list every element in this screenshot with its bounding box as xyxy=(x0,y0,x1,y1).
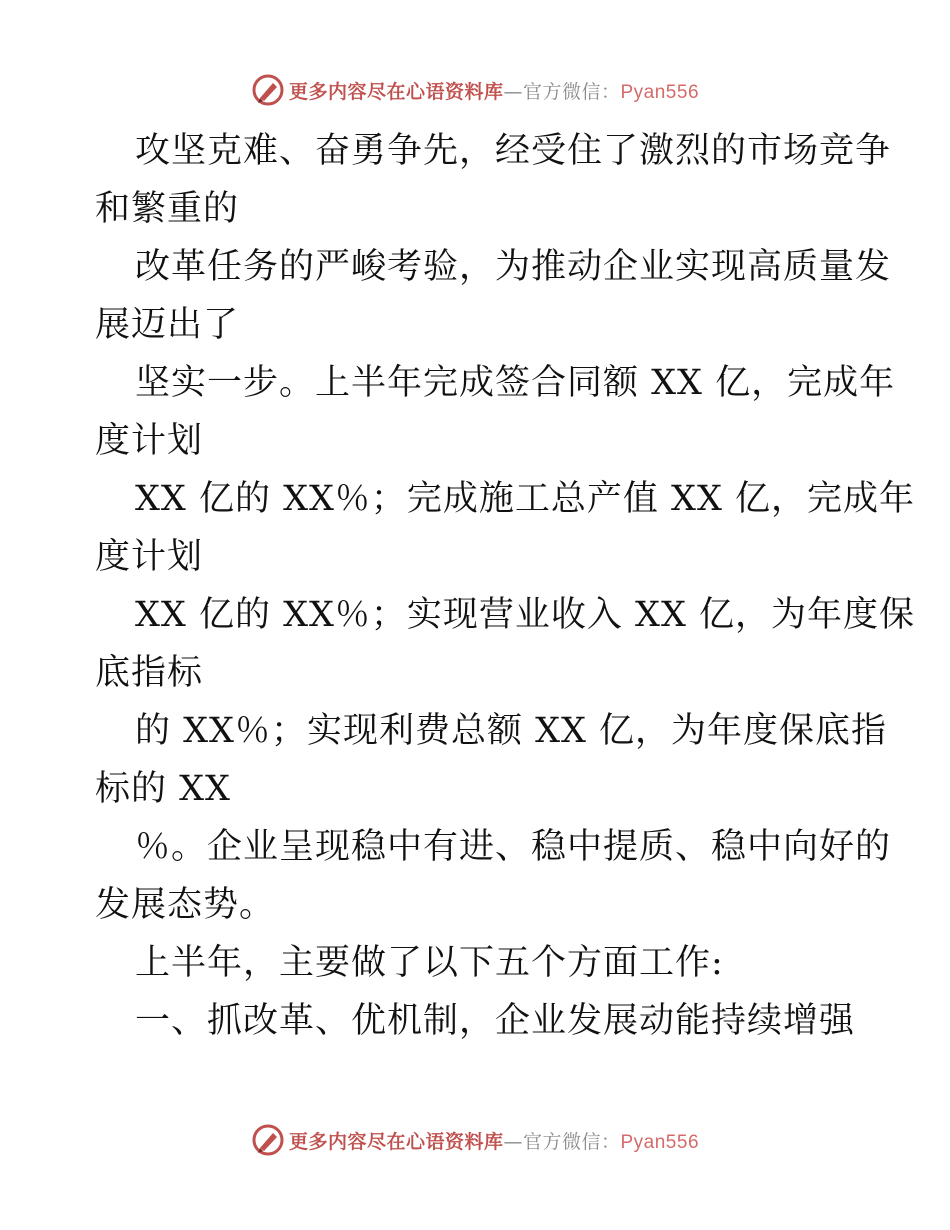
banner-text xyxy=(289,77,699,104)
banner-text xyxy=(289,1127,699,1154)
body-line: 标的 XX xyxy=(95,769,231,809)
body-line: XX 亿的 XX％；完成施工总产值 XX 亿，完成年 xyxy=(135,479,916,519)
banner-sub-text: —官方微信： xyxy=(503,1130,621,1153)
section-heading: 一、抓改革、优机制，企业发展动能持续增强 xyxy=(135,1001,856,1041)
pen-logo-icon xyxy=(251,73,285,107)
body-line: 和繁重的 xyxy=(95,189,240,229)
banner-main-text: 更多内容尽在心语资料库 xyxy=(288,80,504,103)
body-line: 发展态势。 xyxy=(95,885,276,925)
document-body xyxy=(95,122,916,1050)
body-line: ％。企业呈现稳中有进、稳中提质、稳中向好的 xyxy=(135,827,892,867)
banner-wechat-id: Pyan556 xyxy=(620,81,700,103)
body-line: 度计划 xyxy=(95,537,204,577)
body-line: 度计划 xyxy=(95,421,204,461)
body-line: 底指标 xyxy=(95,653,204,693)
pen-logo-icon xyxy=(251,1123,285,1157)
body-line: 攻坚克难、奋勇争先，经受住了激烈的市场竞争 xyxy=(135,131,892,171)
banner-sub-text: —官方微信： xyxy=(503,80,621,103)
body-line: 的 XX％；实现利费总额 XX 亿，为年度保底指 xyxy=(135,711,888,751)
body-line: 改革任务的严峻考验，为推动企业实现高质量发 xyxy=(135,247,892,287)
body-line: 上半年，主要做了以下五个方面工作: xyxy=(135,943,724,983)
footer-banner xyxy=(0,1120,950,1160)
banner-wechat-id: Pyan556 xyxy=(620,1131,700,1153)
body-line: XX 亿的 XX％；实现营业收入 XX 亿，为年度保 xyxy=(135,595,916,635)
banner-main-text: 更多内容尽在心语资料库 xyxy=(288,1130,504,1153)
body-line: 展迈出了 xyxy=(95,305,240,345)
header-banner xyxy=(0,70,950,110)
body-line: 坚实一步。上半年完成签合同额 XX 亿，完成年 xyxy=(135,363,896,403)
